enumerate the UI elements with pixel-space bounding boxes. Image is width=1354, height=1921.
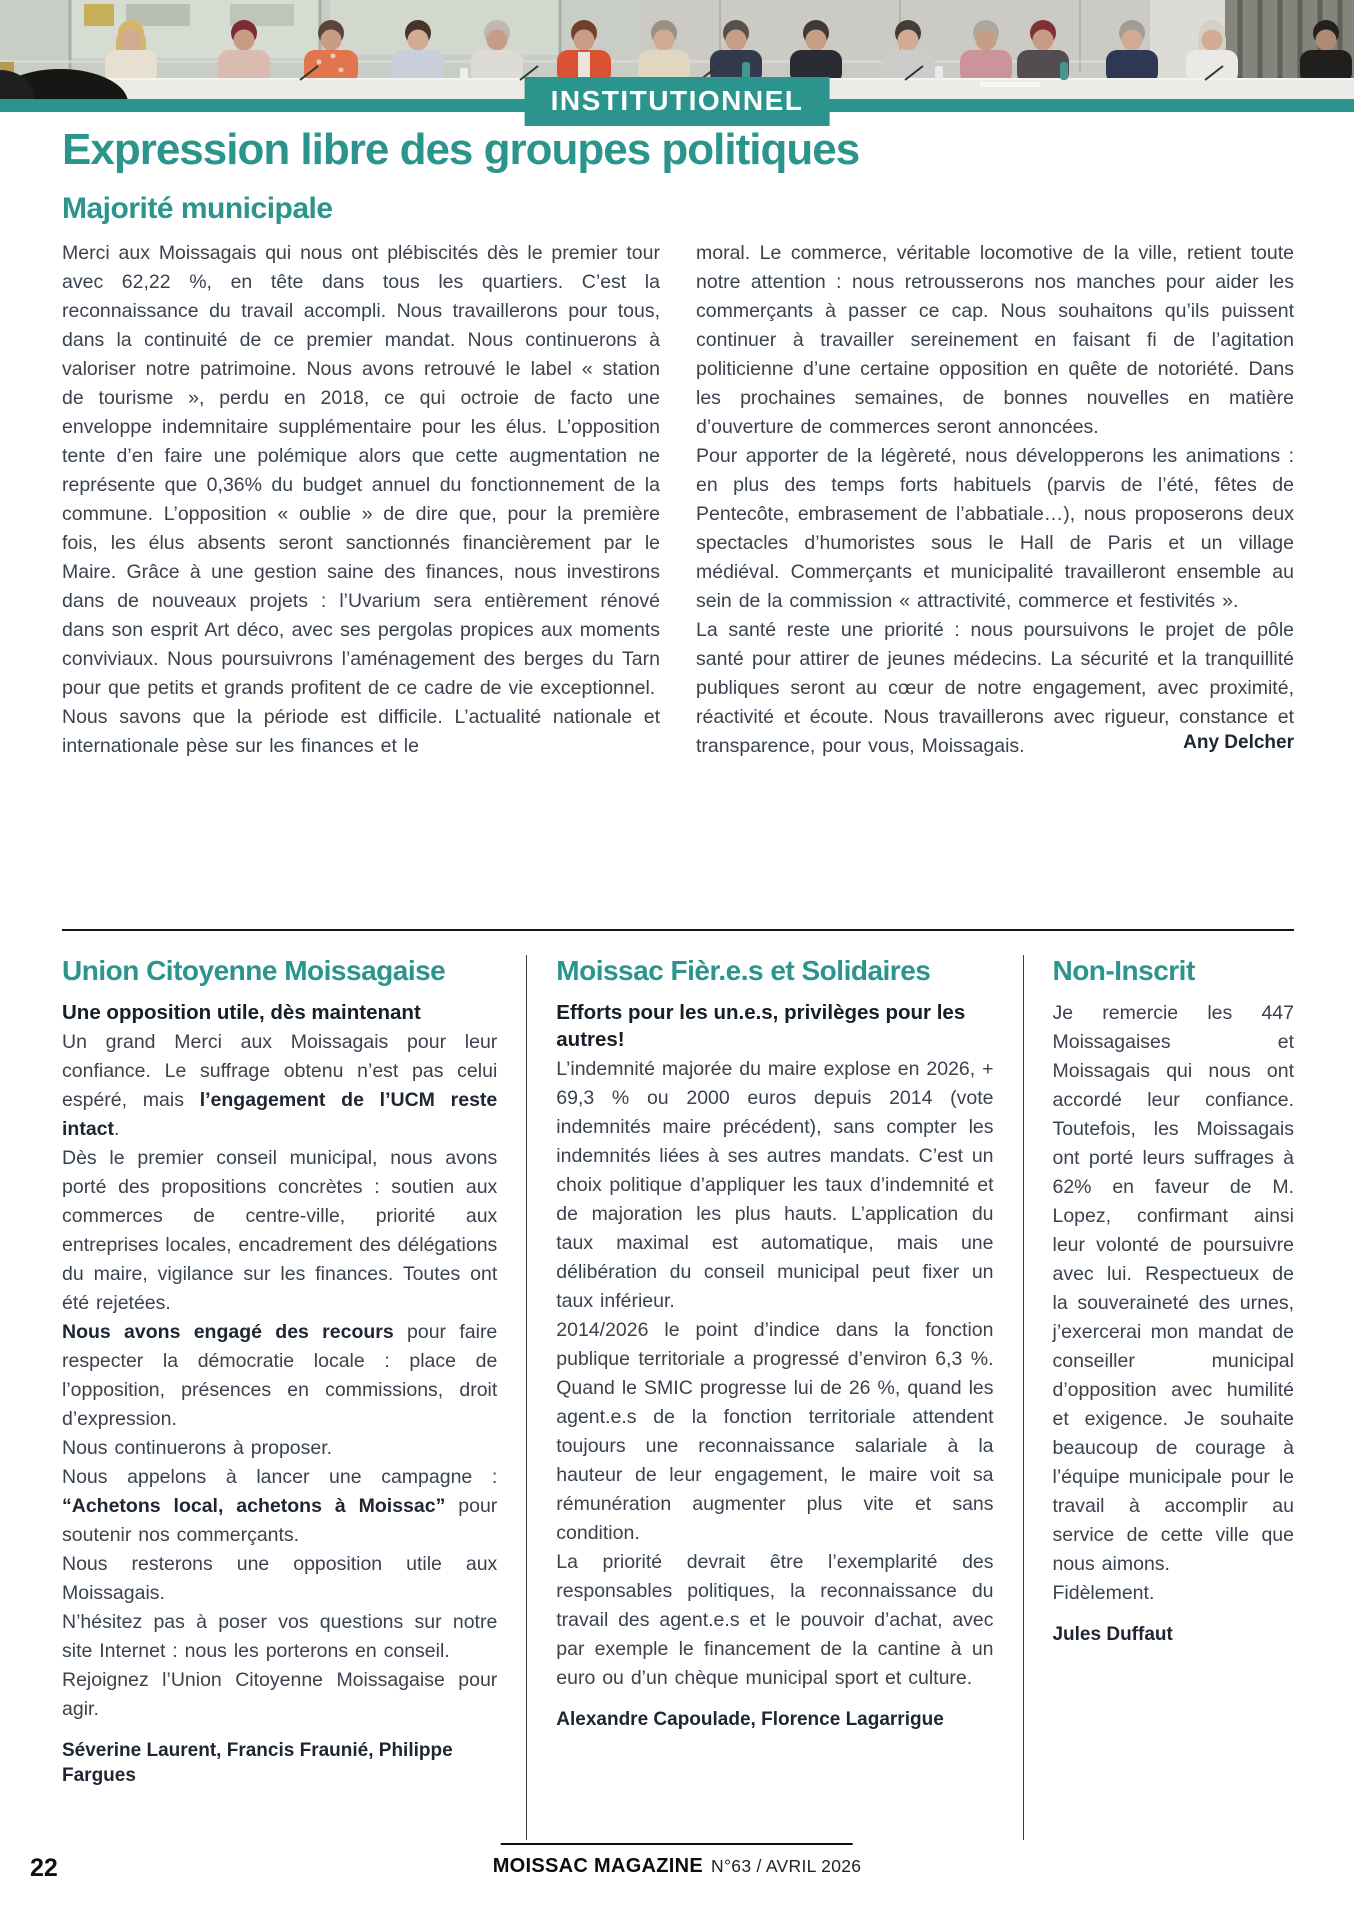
- group-column-ucm: [62, 955, 497, 1840]
- paragraph: N’hésitez pas à poser vos questions sur notre site Internet : nous les porterons en conseil.: [62, 1611, 498, 1662]
- footer: [493, 1843, 862, 1878]
- paragraph: La priorité devrait être l’exemplarité des responsables politiques, la reconnaissance du travail des agent.e.s et le pouvoir d’achat, avec par exemple le financement de la cantine à un euro ou d’un chèque municipal sport et culture.: [556, 1551, 994, 1689]
- group-heading-mfs: Moissac Fièr.e.s et Solidaires: [556, 955, 931, 986]
- majorite-heading: Majorité municipale: [62, 192, 333, 225]
- paragraph: Je remercie les 447 Moissagaises et Moissagais qui nous ont accordé leur confiance. Toutefois, les Moissagais ont porté leurs suffrages à 62% en faveur de M. Lopez, confirmant ainsi leur volonté de poursuivre avec lui. Respectueux de la souveraineté des urnes, j’exercerai mon mandat de conseiller municipal d’opposition avec humilité et exigence. Je souhaite beaucoup de courage à l’équipe municipale pour le travail à accomplir au service de cette ville que nous aimons.: [1052, 1002, 1294, 1575]
- group-signature-ucm: Séverine Laurent, Francis Fraunié, Philippe Fargues: [62, 1740, 453, 1786]
- majorite-column-2-text: [696, 239, 1294, 761]
- majorite-column-2: [696, 239, 1294, 915]
- group-subhead-ucm: Une opposition utile, dès maintenant: [62, 1001, 421, 1024]
- issue-info: N°63 / AVRIL 2026: [711, 1856, 862, 1876]
- majorite-column-1: [62, 239, 660, 915]
- magazine-name: MOISSAC MAGAZINE: [492, 1855, 704, 1877]
- column-divider-1: [526, 955, 527, 1840]
- group-signature-non-inscrit: Jules Duffaut: [1052, 1624, 1173, 1645]
- paragraph: moral. Le commerce, véritable locomotive de la ville, retient toute notre attention : nous retrousserons nos manches pour aider les commerçants à passer ce cap. Nous souhaitons qu’ils puissent continuer à travailler sereinement en faisant fi de l’agitation politicienne d’une certaine opposition en quête de notoriété. Dans les prochaines semaines, de bonnes nouvelles en matière d’ouverture de commerces seront annoncées.: [696, 242, 1294, 438]
- paragraph: Un grand Merci aux Moissagais pour leur confiance. Le suffrage obtenu n’est pas celui espéré, mais l’engagement de l’UCM reste intact.: [62, 1031, 498, 1140]
- group-body-mfs: [556, 1055, 993, 1693]
- paragraph: Nous resterons une opposition utile aux Moissagais.: [62, 1553, 498, 1604]
- group-column-mfs: [556, 955, 993, 1840]
- paragraph: Nous appelons à lancer une campagne : “Achetons local, achetons à Moissac” pour soutenir nos commerçants.: [62, 1466, 498, 1546]
- group-heading-ucm: Union Citoyenne Moissagaise: [62, 955, 446, 986]
- paragraph: Nous savons que la période est difficile. L’actualité nationale et internationale pèse sur les finances et le: [62, 706, 660, 757]
- section-divider: [62, 929, 1294, 931]
- paragraph: 2014/2026 le point d’indice dans la fonction publique territoriale a progressé d’environ 6,3 %. Quand le SMIC progresse lui de 26 %, quand les agent.e.s de la fonction territoriale attendent toujours une reconnaissance salariale à la hauteur de leur engagement, le maire voit sa rémunération augmenter plus vite et sans condition.: [556, 1319, 994, 1544]
- group-body-non-inscrit: [1052, 999, 1294, 1608]
- section-badge: INSTITUTIONNEL: [525, 77, 830, 126]
- page-number: 22: [30, 1854, 58, 1882]
- paragraph: La santé reste une priorité : nous poursuivons le projet de pôle santé pour attirer de jeunes médecins. La sécurité et la tranquillité publiques seront au cœur de notre engagement, avec proximité, réactivité et écoute. Nous travaillerons avec rigueur, constance et transparence, pour vous, Moissagais.: [696, 619, 1294, 757]
- group-body-ucm: [62, 1028, 497, 1724]
- column-divider-2: [1023, 955, 1024, 1840]
- paragraph: Rejoignez l’Union Citoyenne Moissagaise pour agir.: [62, 1669, 498, 1720]
- paragraph: Nous avons engagé des recours pour faire respecter la démocratie locale : place de l’opposition, présences en commissions, droit d’expression.: [62, 1321, 498, 1430]
- page-content: [62, 113, 1294, 1840]
- footer-rule: [501, 1843, 853, 1845]
- group-signature-mfs: Alexandre Capoulade, Florence Lagarrigue: [556, 1709, 944, 1730]
- majorite-section: [62, 239, 1294, 915]
- paragraph: Merci aux Moissagais qui nous ont plébiscités dès le premier tour avec 62,22 %, en tête dans tous les quartiers. C’est la reconnaissance du travail accompli. Nous travaillerons pour tous, dans la continuité de ce premier mandat. Nous continuerons à valoriser notre patrimoine. Nous avons retrouvé le label « station de tourisme », perdu en 2018, ce qui octroie de facto une enveloppe indemnitaire supplémentaire pour les élus. L’opposition tente d’en faire une polémique alors que cette augmentation ne représente que 0,36% du budget annuel du fonctionnement de la commune. L’opposition « oublie » de dire que, pour la première fois, les élus absents seront sanctionnés financièrement par le Maire. Grâce à une gestion saine des finances, nous investirons dans de nouveaux projets : l’Uvarium sera entièrement rénové dans son esprit Art déco, avec ses pergolas propices aux moments conviviaux. Nous poursuivrons l’aménagement des berges du Tarn pour que petits et grands profitent de ce cadre de vie exceptionnel.: [62, 242, 660, 699]
- paragraph: Fidèlement.: [1052, 1582, 1155, 1604]
- group-column-non-inscrit: [1052, 955, 1294, 1840]
- opposition-groups: [62, 955, 1294, 1840]
- paragraph: Nous continuerons à proposer.: [62, 1437, 333, 1459]
- group-subhead-mfs: Efforts pour les un.e.s, privilèges pour les autres!: [556, 1001, 966, 1051]
- group-heading-non-inscrit: Non-Inscrit: [1052, 955, 1195, 986]
- page-title: Expression libre des groupes politiques: [62, 125, 860, 174]
- paragraph: Dès le premier conseil municipal, nous avons porté des propositions concrètes : soutien aux commerces de centre-ville, priorité aux entreprises locales, encadrement des délégations du maire, vigilance sur les finances. Toutes ont été rejetées.: [62, 1147, 498, 1314]
- paragraph: L’indemnité majorée du maire explose en 2026, + 69,3 % ou 2000 euros depuis 2014 (vote indemnités maire précédent), sans compter les indemnités liées à ses autres mandats. C’est un choix politique d’appliquer les taux d’indemnité et de majoration les plus hauts. L’application du taux maximal est automatique, mais une délibération du conseil municipal peut fixer un taux inférieur.: [556, 1058, 994, 1312]
- paragraph: Pour apporter de la légèreté, nous développerons les animations : en plus des temps forts habituels (parvis de l’été, fêtes de Pentecôte, embrasement de l’abbatiale…), nous proposerons deux spectacles d’humoristes sous le Hall de Paris et un village médiéval. Commerçants et municipalité travailleront ensemble au sein de la commission « attractivité, commerce et festivités ».: [696, 445, 1294, 612]
- majorite-signature: Any Delcher: [1183, 732, 1294, 753]
